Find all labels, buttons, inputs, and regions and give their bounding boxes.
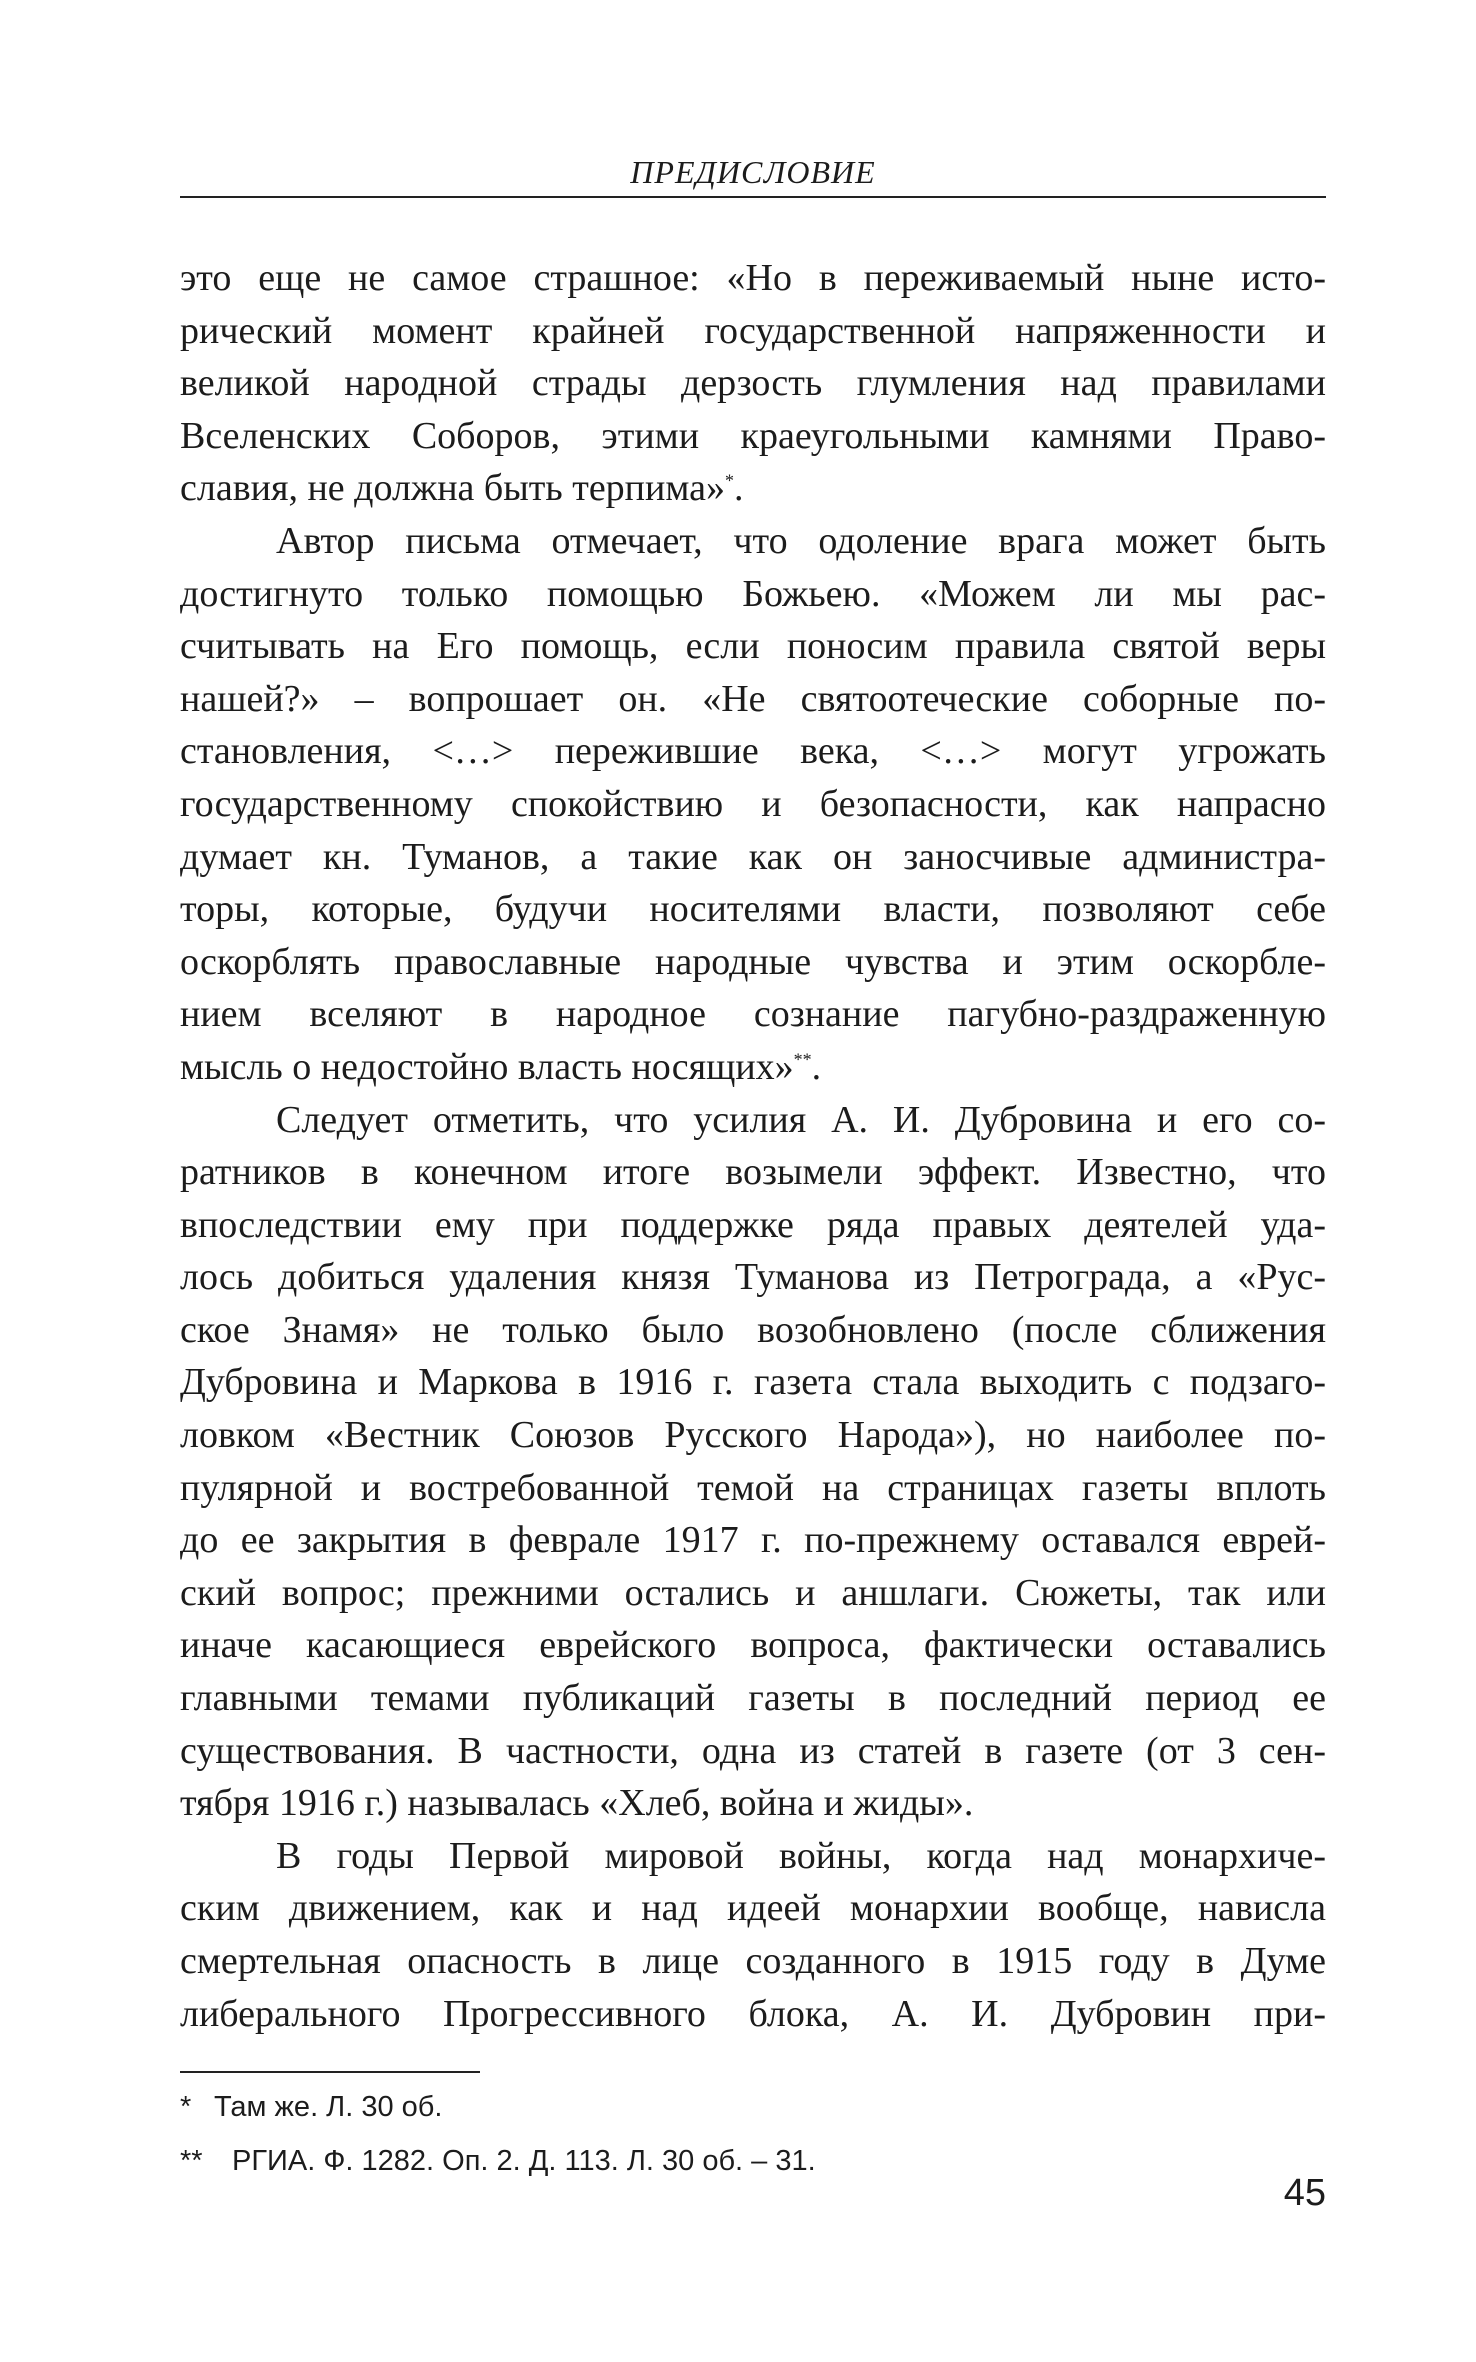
text-line: государственному спокойствию и безопасности, как напрасно: [180, 782, 1326, 825]
text-line: торы, которые, будучи носителями власти, позволяют себе: [180, 888, 1326, 931]
text-line: [180, 462, 1326, 515]
text-line: Вселенских Соборов, этими краеугольными камнями Право-: [180, 414, 1326, 457]
text-line: нием вселяют в народное сознание пагубно-раздраженную: [180, 993, 1326, 1036]
text-line: Дубровина и Маркова в 1916 г. газета стала выходить с подзаго-: [180, 1361, 1326, 1404]
text-line: ловком «Вестник Союзов Русского Народа»), но наиболее по-: [180, 1414, 1326, 1457]
text-line: впоследствии ему при поддержке ряда правых деятелей уда-: [180, 1203, 1326, 1246]
text-line: это еще не самое страшное: «Но в переживаемый ныне исто-: [180, 257, 1326, 299]
text-line: нашей?» – вопрошает он. «Не святоотеческие соборные по-: [180, 677, 1326, 720]
text-line: ратников в конечном итоге возымели эффект. Известно, что: [180, 1151, 1326, 1194]
footnote-mark: **: [180, 2145, 203, 2177]
text-line: ское Знамя» не только было возобновлено (после сближения: [180, 1308, 1326, 1351]
text-line: оскорблять православные народные чувства и этим оскорбле-: [180, 940, 1326, 983]
text-line: до ее закрытия в феврале 1917 г. по-прежнему оставался еврей-: [180, 1519, 1326, 1562]
page-number: 45: [1283, 2172, 1326, 2214]
paragraph: [180, 515, 1326, 1094]
text-line: ский вопрос; прежними остались и аншлаги. Сюжеты, так или: [180, 1571, 1326, 1614]
text-line: великой народной страды дерзость глумления над правилами: [180, 362, 1326, 405]
footnote-rule: [180, 2071, 480, 2073]
text-line: В годы Первой мировой войны, когда над монархиче-: [276, 1834, 1326, 1877]
punctuation: .: [811, 1045, 822, 1088]
text-line-content: мысль о недостойно власть носящих»: [180, 1045, 794, 1088]
footnotes: [180, 2080, 1326, 2188]
footnote-text: РГИА. Ф. 1282. Оп. 2. Д. 113. Л. 30 об. – 31.: [232, 2145, 816, 2177]
text-line: Автор письма отмечает, что одоление врага может быть: [276, 519, 1326, 562]
text-line: становления, <…> пережившие века, <…> могут угрожать: [180, 730, 1326, 773]
running-head: ПРЕДИСЛОВИЕ: [180, 148, 1326, 198]
text-line: считывать на Его помощь, если поносим правила святой веры: [180, 625, 1326, 668]
footnote-reference: **: [793, 1049, 812, 1070]
text-line: лось добиться удаления князя Туманова из Петрограда, а «Рус-: [180, 1256, 1326, 1299]
paragraph: [180, 1830, 1326, 2040]
paragraph: [180, 1094, 1326, 1830]
footnote-reference: *: [725, 470, 735, 491]
text-line: главными темами публикаций газеты в последний период ее: [180, 1677, 1326, 1720]
text-line: достигнуто только помощью Божьею. «Можем ли мы рас-: [180, 572, 1326, 615]
footnote: [180, 2080, 1326, 2134]
text-line: Следует отметить, что усилия А. И. Дубровина и его со-: [276, 1098, 1326, 1141]
text-line: смертельная опасность в лице созданного в 1915 году в Думе: [180, 1940, 1326, 1982]
text-line: пулярной и востребованной темой на страницах газеты вплоть: [180, 1466, 1326, 1509]
footnote-text: Там же. Л. 30 об.: [214, 2091, 443, 2123]
paragraph: [180, 252, 1326, 515]
text-line: [180, 1041, 1326, 1094]
text-line: существования. В частности, одна из статей в газете (от 3 сен-: [180, 1729, 1326, 1772]
punctuation: .: [734, 467, 744, 510]
footnote-mark: *: [180, 2091, 192, 2123]
text-line: думает кн. Туманов, а такие как он заносчивые администра-: [180, 835, 1326, 878]
text-line: либерального Прогрессивного блока, А. И. Дубровин при-: [180, 1992, 1326, 2035]
text-line: рический момент крайней государственной напряженности и: [180, 309, 1326, 352]
text-line: иначе касающиеся еврейского вопроса, фактически оставались: [180, 1624, 1326, 1667]
body-text: [180, 252, 1326, 2040]
text-line: тября 1916 г.) называлась «Хлеб, война и жиды».: [180, 1782, 974, 1825]
footnote: [180, 2134, 1326, 2188]
text-line-content: славия, не должна быть терпима»: [180, 467, 726, 510]
text-line: ским движением, как и над идеей монархии вообще, нависла: [180, 1887, 1326, 1930]
